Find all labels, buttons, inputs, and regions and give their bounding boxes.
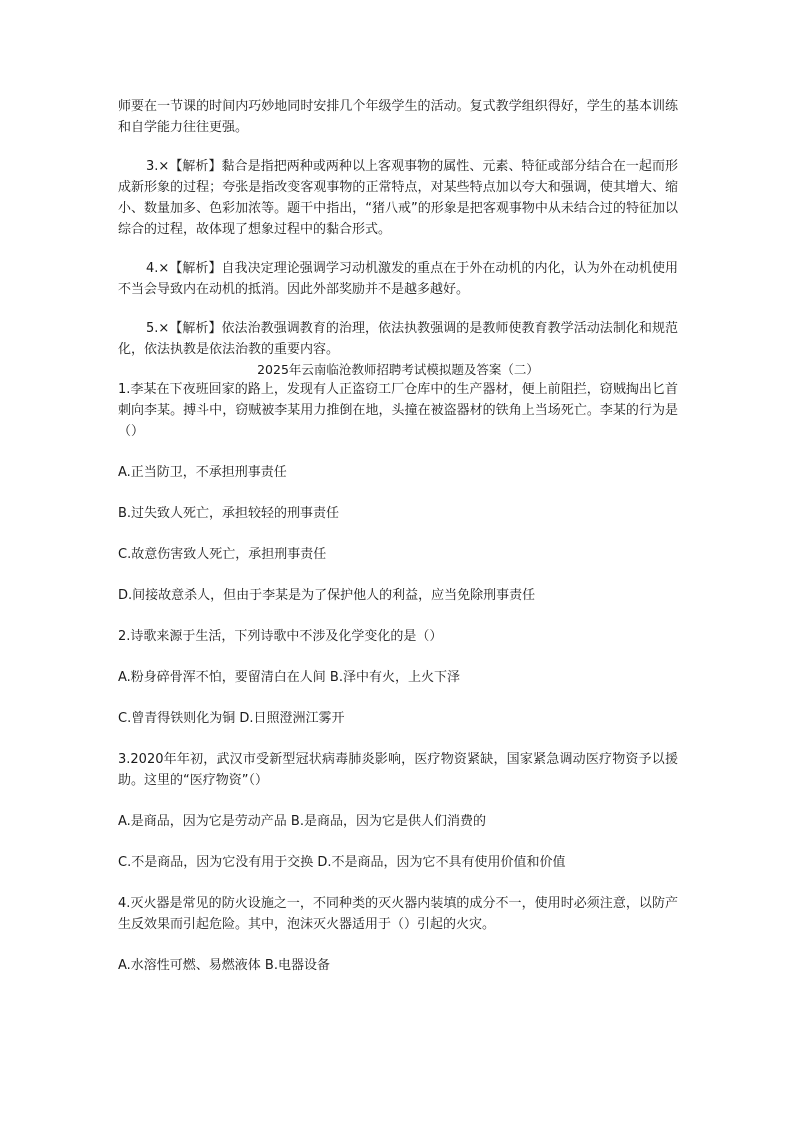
question-2-stem: 2.诗歌来源于生活，下列诗歌中不涉及化学变化的是（） (118, 629, 443, 644)
question-3-stem: 3.2020年年初，武汉市受新型冠状病毒肺炎影响，医疗物资紧缺，国家紧急调动医疗物资予以援助。这里的“医疗物资”（） (118, 752, 678, 788)
question-1-stem: 1.李某在下夜班回家的路上，发现有人正盗窃工厂仓库中的生产器材，便上前阻拦，窃贼掏出匕首刺向李某。搏斗中，窃贼被李某用力推倒在地，头撞在被盗器材的铁角上当场死亡。李某的行为是（） (118, 382, 678, 439)
question-1-option-b: B.过失致人死亡，承担较轻的刑事责任 (118, 506, 340, 521)
question-1-option-d: D.间接故意杀人，但由于李某是为了保护他人的利益，应当免除刑事责任 (118, 588, 536, 603)
question-4-options-ab: A.水溶性可燃、易燃液体 B.电器设备 (118, 958, 330, 973)
question-4-stem: 4.灭火器是常见的防火设施之一，不同种类的灭火器内装填的成分不一，使用时必须注意，以防产生反效果而引起危险。其中，泡沫灭火器适用于（）引起的火灾。 (118, 896, 678, 932)
question-3-options-ab: A.是商品，因为它是劳动产品 B.是商品，因为它是供人们消费的 (118, 814, 486, 829)
analysis-4: 4.×【解析】自我决定理论强调学习动机激发的重点在于外在动机的内化，认为外在动机使用不当会导致内在动机的抵消。因此外部奖励并不是越多越好。 (118, 261, 678, 297)
analysis-5: 5.×【解析】依法治教强调教育的治理，依法执教强调的是教师使教育教学活动法制化和规范化，依法执教是依法治教的重要内容。 (118, 321, 678, 357)
question-3 (118, 749, 678, 873)
page-content (118, 96, 678, 996)
question-3-options-cd: C.不是商品，因为它没有用于交换 D.不是商品，因为它不具有使用价值和价值 (118, 855, 566, 870)
intro-paragraph: 师要在一节课的时间内巧妙地同时安排几个年级学生的活动。复式教学组织得好，学生的基本训练和自学能力往往更强。 (118, 99, 678, 135)
question-4 (118, 893, 678, 976)
question-1 (118, 379, 678, 606)
section-title: 2025年云南临沧教师招聘考试模拟题及答案（二） (257, 362, 539, 377)
question-2-options-cd: C.曾青得铁则化为铜 D.日照澄洲江雾开 (118, 711, 345, 726)
question-2-options-ab: A.粉身碎骨浑不怕，要留清白在人间 B.泽中有火，上火下泽 (118, 670, 460, 685)
question-2 (118, 626, 678, 729)
analysis-3: 3.×【解析】黏合是指把两种或两种以上客观事物的属性、元素、特征或部分结合在一起而形成新形象的过程；夸张是指改变客观事物的正常特点，对某些特点加以夸大和强调，使其增大、缩小、数量加多、色彩加浓等。题干中指出，“猪八戒”的形象是把客观事物中从未结合过的特征加以综合的过程，故体现了想象过程中的黏合形式。 (118, 159, 678, 237)
question-1-option-a: A.正当防卫，不承担刑事责任 (118, 465, 287, 480)
question-1-option-c: C.故意伤害致人死亡，承担刑事责任 (118, 547, 327, 562)
